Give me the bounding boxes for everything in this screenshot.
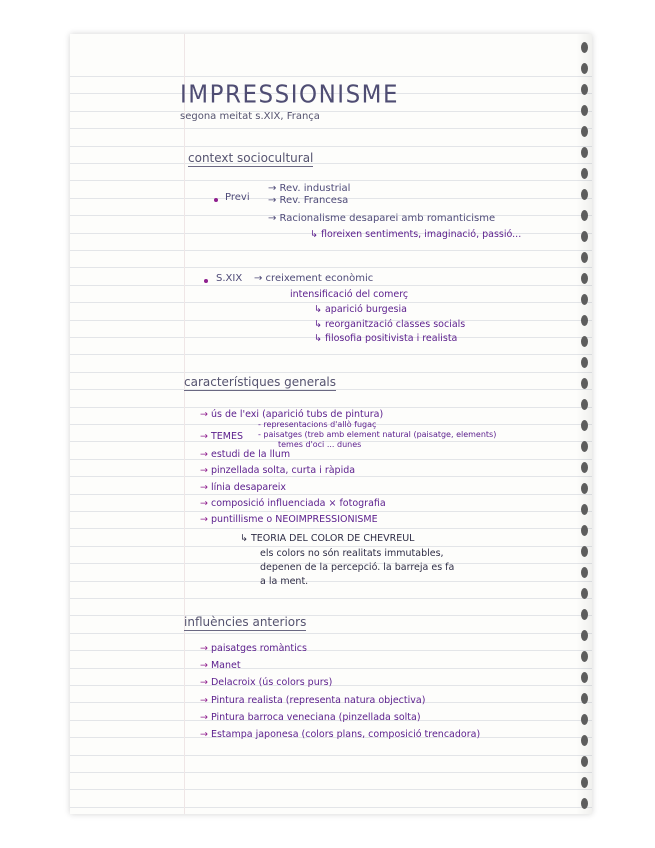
binding-hole-icon bbox=[581, 693, 588, 704]
ruled-line bbox=[70, 598, 592, 599]
binding-hole-icon bbox=[581, 357, 588, 368]
carac-item: → ús de l'exi (aparició tubs de pintura) bbox=[200, 409, 384, 420]
arrow-icon: → bbox=[200, 498, 208, 509]
binding-hole-icon bbox=[581, 42, 588, 53]
ruled-line bbox=[70, 789, 592, 790]
ruled-line bbox=[70, 459, 592, 460]
binding-hole-icon bbox=[581, 651, 588, 662]
influence-item: → Estampa japonesa (colors plans, composició trencadora) bbox=[200, 729, 481, 740]
ruled-line bbox=[70, 668, 592, 669]
ruled-line bbox=[70, 407, 592, 408]
arrow-icon: → bbox=[200, 409, 208, 420]
binding-hole-icon bbox=[581, 378, 588, 389]
ruled-line bbox=[70, 111, 592, 112]
binding-hole-icon bbox=[581, 798, 588, 809]
binding-hole-icon bbox=[581, 294, 588, 305]
carac-item: → puntillisme o NEOIMPRESSIONISME bbox=[200, 514, 378, 525]
binding-hole-icon bbox=[581, 420, 588, 431]
influence-item: → Pintura realista (representa natura objectiva) bbox=[200, 695, 426, 706]
sxix-subitem: ↳ aparició burgesia bbox=[314, 304, 407, 315]
binding-hole-icon bbox=[581, 63, 588, 74]
temes-subitem: - representacions d'allò fugaç bbox=[258, 420, 377, 429]
previ-item: → Rev. industrial bbox=[268, 183, 351, 194]
section-heading-caracteristiques: característiques generals bbox=[184, 375, 337, 389]
arrow-icon: → bbox=[200, 431, 208, 442]
ruled-line bbox=[70, 581, 592, 582]
ruled-line bbox=[70, 354, 592, 355]
arrow-icon: → bbox=[200, 712, 208, 723]
sxix-item: → creixement econòmic bbox=[254, 273, 374, 284]
ruled-line bbox=[70, 633, 592, 634]
binding-hole-icon bbox=[581, 546, 588, 557]
ruled-line bbox=[70, 494, 592, 495]
binding-hole-icon bbox=[581, 126, 588, 137]
arrow-icon: → bbox=[200, 677, 208, 688]
bullet-icon bbox=[204, 279, 208, 283]
notebook-page bbox=[70, 34, 592, 814]
binding-hole-icon bbox=[581, 630, 588, 641]
sxix-item: intensificació del comerç bbox=[290, 289, 409, 300]
influence-item: → Delacroix (ús colors purs) bbox=[200, 677, 333, 688]
binding-hole-icon bbox=[581, 504, 588, 515]
previ-item: → Rev. Francesa bbox=[268, 195, 349, 206]
binding-hole-icon bbox=[581, 168, 588, 179]
spiral-holes bbox=[576, 34, 592, 814]
sxix-label: S.XIX bbox=[216, 273, 243, 284]
arrow-icon: → bbox=[200, 729, 208, 740]
carac-item: → pinzellada solta, curta i ràpida bbox=[200, 465, 356, 476]
binding-hole-icon bbox=[581, 525, 588, 536]
ruled-line bbox=[70, 476, 592, 477]
ruled-line bbox=[70, 128, 592, 129]
ruled-line bbox=[70, 163, 592, 164]
arrow-icon: → bbox=[200, 514, 208, 525]
page-title: IMPRESSIONISME bbox=[180, 80, 400, 109]
ruled-line bbox=[70, 511, 592, 512]
temes-subitem: temes d'oci ... dunes bbox=[278, 440, 362, 449]
margin-line bbox=[184, 34, 185, 814]
arrow-icon: → bbox=[200, 449, 208, 460]
binding-hole-icon bbox=[581, 252, 588, 263]
carac-item: → TEMES bbox=[200, 431, 244, 442]
ruled-line bbox=[70, 772, 592, 773]
influence-item: → Manet bbox=[200, 660, 241, 671]
binding-hole-icon bbox=[581, 735, 588, 746]
ruled-line bbox=[70, 285, 592, 286]
binding-hole-icon bbox=[581, 189, 588, 200]
binding-hole-icon bbox=[581, 714, 588, 725]
section-heading-influencies: influències anteriors bbox=[184, 615, 307, 629]
binding-hole-icon bbox=[581, 231, 588, 242]
ruled-line bbox=[70, 76, 592, 77]
ruled-line bbox=[70, 615, 592, 616]
arrow-icon: → bbox=[200, 643, 208, 654]
binding-hole-icon bbox=[581, 147, 588, 158]
previ-item: → Racionalisme desaparei amb romanticisme bbox=[268, 213, 496, 224]
arrow-icon: → bbox=[200, 482, 208, 493]
carac-item: → estudi de la llum bbox=[200, 449, 291, 460]
ruled-line bbox=[70, 302, 592, 303]
previ-label: Previ bbox=[225, 192, 250, 203]
chevreul-line: a la ment. bbox=[260, 576, 309, 587]
sxix-subitem: ↳ filosofia positivista i realista bbox=[314, 333, 458, 344]
ruled-line bbox=[70, 372, 592, 373]
binding-hole-icon bbox=[581, 588, 588, 599]
ruled-line bbox=[70, 755, 592, 756]
arrow-icon: → bbox=[200, 465, 208, 476]
temes-subitem: - paisatges (treb amb element natural (paisatge, elements) bbox=[258, 430, 497, 439]
binding-hole-icon bbox=[581, 399, 588, 410]
carac-item: → línia desapareix bbox=[200, 482, 287, 493]
binding-hole-icon bbox=[581, 210, 588, 221]
influence-item: → Pintura barroca veneciana (pinzellada solta) bbox=[200, 712, 421, 723]
binding-hole-icon bbox=[581, 105, 588, 116]
binding-hole-icon bbox=[581, 609, 588, 620]
ruled-line bbox=[70, 528, 592, 529]
chevreul-line: els colors no són realitats immutables, bbox=[260, 548, 444, 559]
section-heading-context: context sociocultural bbox=[188, 151, 314, 165]
binding-hole-icon bbox=[581, 336, 588, 347]
ruled-line bbox=[70, 546, 592, 547]
binding-hole-icon bbox=[581, 672, 588, 683]
ruled-line bbox=[70, 650, 592, 651]
ruled-line bbox=[70, 250, 592, 251]
carac-item: → composició influenciada × fotografia bbox=[200, 498, 386, 509]
influence-item: → paisatges romàntics bbox=[200, 643, 307, 654]
binding-hole-icon bbox=[581, 315, 588, 326]
binding-hole-icon bbox=[581, 777, 588, 788]
ruled-line bbox=[70, 807, 592, 808]
ruled-line bbox=[70, 267, 592, 268]
binding-hole-icon bbox=[581, 756, 588, 767]
page-subtitle: segona meitat s.XIX, França bbox=[180, 111, 320, 122]
binding-hole-icon bbox=[581, 567, 588, 578]
binding-hole-icon bbox=[581, 441, 588, 452]
ruled-line bbox=[70, 146, 592, 147]
arrow-icon: → bbox=[200, 695, 208, 706]
previ-subitem: ↳ floreixen sentiments, imaginació, passió... bbox=[310, 229, 522, 240]
binding-hole-icon bbox=[581, 483, 588, 494]
sxix-subitem: ↳ reorganització classes socials bbox=[314, 319, 466, 330]
binding-hole-icon bbox=[581, 84, 588, 95]
chevreul-line: depenen de la percepció. la barreja es fa bbox=[260, 562, 455, 573]
binding-hole-icon bbox=[581, 462, 588, 473]
binding-hole-icon bbox=[581, 273, 588, 284]
bullet-icon bbox=[214, 198, 218, 202]
arrow-icon: → bbox=[200, 660, 208, 671]
chevreul-title: ↳ TEORIA DEL COLOR DE CHEVREUL bbox=[240, 533, 415, 544]
ruled-line bbox=[70, 180, 592, 181]
